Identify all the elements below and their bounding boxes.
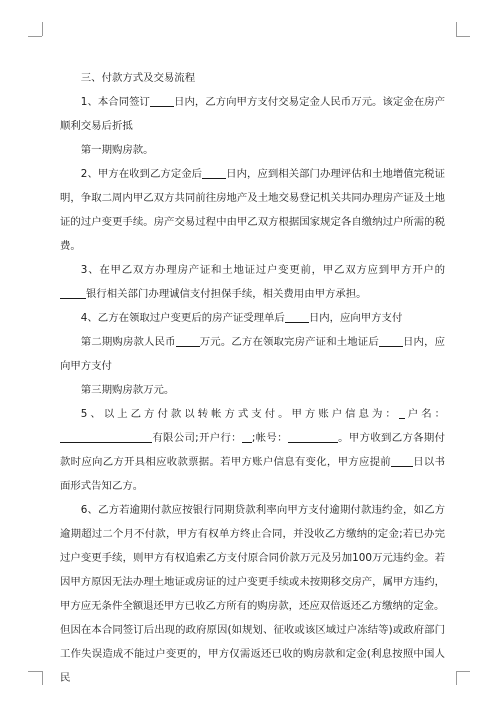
paragraph-7: 但因在本合同签订后出现的政府原因(如规划、征收或该区域过户冻结等)或政府部门工作失误造成不能过户变更的，甲方仅需返还已收的购房款和定金(利息按照中国人民	[60, 624, 445, 684]
blank-line	[60, 286, 86, 299]
blank-line	[176, 334, 200, 347]
paragraph-1-continued: 第一期购房款。	[80, 144, 154, 156]
document-body	[60, 66, 445, 690]
crop-mark-bottom-left	[24, 667, 44, 687]
blank-line	[285, 310, 309, 323]
crop-mark-top-right	[455, 22, 475, 42]
crop-mark-top-left	[24, 22, 44, 42]
paragraph-4-second-payment: 第二期购房款人民币 万元。乙方在领取完房产证和土地证后 日内，应向甲方支付	[60, 336, 446, 372]
blank-line	[379, 334, 403, 347]
crop-mark-bottom-right	[455, 667, 475, 687]
blank-line	[202, 166, 226, 179]
blank-line	[60, 430, 152, 443]
paragraph-4: 4、乙方在领取过户变更后的房产证受理单后 日内，应向甲方支付	[80, 312, 403, 324]
section-heading: 三、付款方式及交易流程	[80, 72, 196, 84]
paragraph-4-third-payment: 第三期购房款万元。	[80, 384, 175, 396]
paragraph-2: 2、甲方在收到乙方定金后 日内，应到相关部门办理评估和土地增值完税证明，争取二周内甲乙双方共同前往房地产及土地交易登记机关共同办理房产证及土地证的过户变更手续。房产交易过程中由甲乙双方根据国家规定各自缴纳过户所需的税费。	[60, 168, 445, 252]
blank-line	[288, 430, 338, 443]
blank-line	[242, 430, 252, 443]
paragraph-3: 3、在甲乙双方办理房产证和土地证过户变更前，甲乙双方应到甲方开户的银行相关部门办理诚信支付担保手续，相关费用由甲方承担。	[60, 258, 445, 306]
paragraph-1: 1、本合同签订 日内，乙方向甲方支付交易定金人民币万元。该定金在房产顺利交易后折抵	[60, 96, 445, 132]
paragraph-6: 6、乙方若逾期付款应按银行同期贷款利率向甲方支付逾期付款违约金，如乙方逾期超过二个月不付款，甲方有权单方终止合同，并没收乙方缴纳的定金;若已办完过户变更手续，则甲方有权追索乙方支付原合同价款万元及另加100万元违约金。若因甲方原因无法办理土地证或房证的过户变更手续或未按期移交房产，属甲方违约，甲方应无条件全额退还甲方已收乙方所有的购房款，还应双倍返还乙方缴纳的定金。	[60, 504, 445, 612]
blank-line	[150, 94, 174, 107]
paragraph-5: 5、以上乙方付款以转帐方式支付。甲方账户信息为： 户名：有限公司;开户行： ;帐号： 。甲方收到乙方各期付款时应向乙方开具相应收款票据。若甲方账户信息有变化，甲方应提前 日以书面形式告知乙方。	[60, 408, 446, 492]
blank-line	[391, 454, 413, 467]
